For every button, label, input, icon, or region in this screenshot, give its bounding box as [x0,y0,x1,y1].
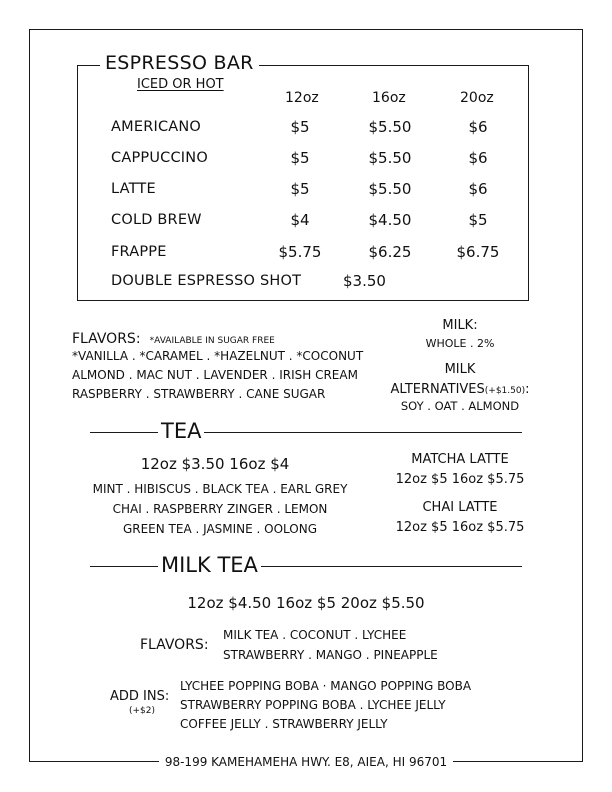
price-16oz: $5.50 [368,118,412,136]
size-header-16: 16oz [372,90,406,106]
price-12oz: $5.75 [278,243,322,261]
matcha-pricing: 12oz $5 16oz $5.75 [395,472,525,487]
milk-tea-rule [90,566,522,567]
drink-name: COLD BREW [111,212,202,228]
flavors-line-3: RASPBERRY . STRAWBERRY . CANE SUGAR [72,387,326,401]
price-20oz: $6.75 [456,243,500,261]
price-20oz: $5 [468,211,488,229]
price-16oz: $4.50 [368,211,412,229]
flavors-header [72,328,275,347]
milk-tea-pricing: 12oz $4.50 16oz $5 20oz $5.50 [187,594,425,612]
price-20oz: $6 [468,149,488,167]
addins-label: ADD INS: [110,689,170,704]
price-12oz: $5 [290,180,310,198]
milk-tea-flavors-line-1: MILK TEA . COCONUT . LYCHEE [223,628,407,642]
espresso-title: ESPRESSO BAR [100,52,259,74]
milk-options: WHOLE . 2% [425,337,495,350]
espresso-subtitle: ICED OR HOT [137,77,224,92]
price-12oz: $5 [290,149,310,167]
milk-alt-options: SOY . OAT . ALMOND [400,399,520,413]
tea-line-1: MINT . HIBISCUS . BLACK TEA . EARL GREY [92,482,348,496]
double-shot-price: $3.50 [343,272,386,290]
tea-pricing: 12oz $3.50 16oz $4 [140,455,290,473]
price-16oz: $5.50 [368,180,412,198]
flavors-line-2: ALMOND . MAC NUT . LAVENDER . IRISH CREAM [72,368,358,382]
addins-line-2: STRAWBERRY POPPING BOBA . LYCHEE JELLY [180,698,446,712]
flavors-label: FLAVORS: [72,331,141,347]
chai-pricing: 12oz $5 16oz $5.75 [395,520,525,535]
sugar-free-note: *AVAILABLE IN SUGAR FREE [149,336,275,346]
tea-rule [90,432,522,433]
milk-tea-flavors-line-2: STRAWBERRY . MANGO . PINEAPPLE [223,648,438,662]
milk-title: MILK: [442,318,478,333]
drink-name: CAPPUCCINO [111,150,208,166]
price-16oz: $6.25 [368,243,412,261]
addins-line-1: LYCHEE POPPING BOBA · MANGO POPPING BOBA [180,679,472,693]
size-header-20: 20oz [460,90,494,106]
footer-address: 98-199 KAMEHAMEHA HWY. E8, AIEA, HI 96701 [159,755,453,769]
tea-line-2: CHAI . RASPBERRY ZINGER . LEMON [112,502,328,516]
milk-alt-colon: : [525,382,530,397]
addins-surcharge: (+$2) [129,706,156,716]
drink-name: LATTE [111,181,156,197]
price-16oz: $5.50 [368,149,412,167]
price-12oz: $4 [290,211,310,229]
double-shot-name: DOUBLE ESPRESSO SHOT [111,273,302,289]
matcha-title: MATCHA LATTE [411,452,509,467]
milk-alt-title-1: MILK [444,362,476,377]
drink-name: AMERICANO [111,119,202,135]
milk-alt-header [374,378,546,397]
milk-alt-title-2: ALTERNATIVES [390,382,485,397]
drink-name: FRAPPE [111,244,167,260]
tea-line-3: GREEN TEA . JASMINE . OOLONG [122,522,318,536]
price-12oz: $5 [290,118,310,136]
price-20oz: $6 [468,118,488,136]
milk-tea-title: MILK TEA [158,553,261,577]
size-header-12: 12oz [285,90,319,106]
price-20oz: $6 [468,180,488,198]
milk-tea-flavors-label: FLAVORS: [140,637,209,653]
tea-title: TEA [158,419,204,443]
footer [30,751,582,770]
chai-title: CHAI LATTE [422,500,498,515]
milk-alt-surcharge: (+$1.50) [484,386,526,396]
addins-line-3: COFFEE JELLY . STRAWBERRY JELLY [180,717,388,731]
flavors-line-1: *VANILLA . *CARAMEL . *HAZELNUT . *COCONUT [72,349,364,363]
